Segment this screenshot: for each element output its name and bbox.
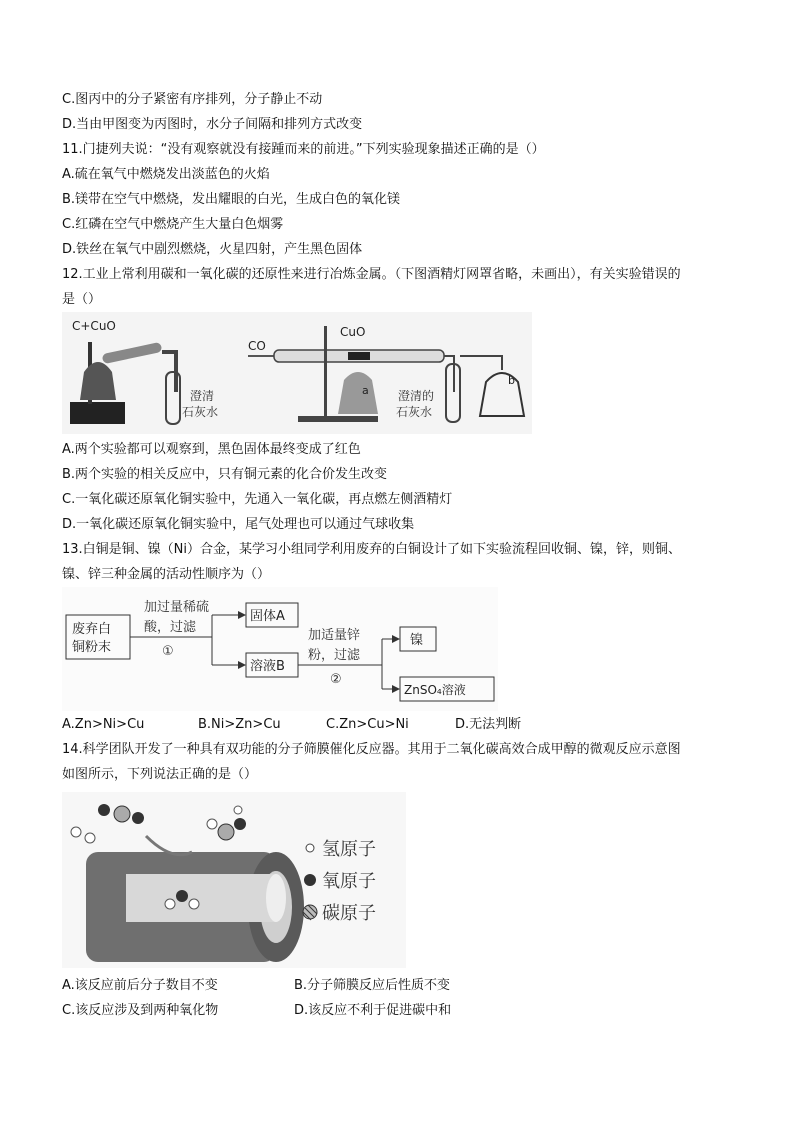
q13-option-a: A.Zn>Ni>Cu [62,717,145,732]
legend-h-marker [306,844,314,852]
q12-co-label: CO [248,339,266,353]
limewater2-l2: 石灰水 [396,405,433,419]
legend-h: 氢原子 [322,839,376,860]
mol-h-4 [234,806,242,814]
q14-stem-line2: 如图所示，下列说法正确的是（） [62,767,258,782]
q12-option-c: C.一氧化碳还原氧化铜实验中，先通入一氧化碳，再点燃左侧酒精灯 [62,492,453,507]
limewater2-l1: 澄清的 [398,389,435,403]
mol-h-3 [207,819,217,829]
q13-option-d: D.无法判断 [455,717,522,732]
q12-cuo-label: CuO [340,325,366,339]
legend-o: 氧原子 [322,871,376,892]
q11-option-a: A.硫在氧气中燃烧发出淡蓝色的火焰 [62,167,270,182]
flow-step2-num: ② [330,672,342,687]
q10-option-d: D.当由甲图变为丙图时，水分子间隔和排列方式改变 [62,117,363,132]
stand-base [70,402,125,424]
mol-c-1 [114,806,130,822]
flow-start-l2: 铜粉末 [72,640,112,655]
mol-h-5 [165,899,175,909]
q12-b-label: b [508,374,515,387]
mol-h-1 [71,827,81,837]
q14-option-c: C.该反应涉及到两种氧化物 [62,1003,219,1018]
q12-option-d: D.一氧化碳还原氧化铜实验中，尾气处理也可以通过气球收集 [62,517,415,532]
mol-o-1 [98,804,110,816]
q11-stem: 11.门捷列夫说：“没有观察就没有接踵而来的前进。”下列实验现象描述正确的是（） [62,142,545,157]
flow-step1-num: ① [162,644,174,659]
membrane-end [266,874,286,922]
mol-o-2 [132,812,144,824]
q10-option-c: C.图丙中的分子紧密有序排列，分子静止不动 [62,92,323,107]
q14-option-b: B.分子筛膜反应后性质不变 [294,978,451,993]
q11-option-b: B.镁带在空气中燃烧，发出耀眼的白光，生成白色的氧化镁 [62,192,401,207]
q14-stem-line1: 14.科学团队开发了一种具有双功能的分子筛膜催化反应器。其用于二氧化碳高效合成甲醇的微观反应示意图 [62,742,681,757]
q12-stem-line1: 12.工业上常利用碳和一氧化碳的还原性来进行冶炼金属。（下图酒精灯网罩省略，未画出），有关实验错误的 [62,267,681,282]
q11-option-c: C.红磷在空气中燃烧产生大量白色烟雾 [62,217,284,232]
q13-flow-chart [62,587,498,711]
flow-solid-a: 固体A [250,609,285,624]
q12-a-label: a [362,384,369,397]
mol-o-3 [234,818,246,830]
q13-stem-line1: 13.白铜是铜、镍（Ni）合金，某学习小组同学利用废弃的白铜设计了如下实验流程回收铜、镍，锌，则铜、 [62,542,682,557]
limewater1-l2: 石灰水 [182,405,219,419]
flow-step2-l2: 粉，过滤 [308,648,361,663]
mol-h-6 [189,899,199,909]
q12-option-a: A.两个实验都可以观察到，黑色固体最终变成了红色 [62,442,361,457]
flow-znso4: ZnSO₄溶液 [404,683,466,697]
mol-h-2 [85,833,95,843]
q12-stem-line2: 是（） [62,292,102,307]
flow-step1-l2: 酸，过滤 [144,620,197,635]
q14-option-a: A.该反应前后分子数目不变 [62,978,218,993]
q12-option-b: B.两个实验的相关反应中，只有铜元素的化合价发生改变 [62,467,388,482]
cuo-sample [348,352,370,360]
q14-reactor-figure [62,792,406,968]
mol-c-2 [218,824,234,840]
flow-start-l1: 废弃白 [72,622,112,637]
legend-o-marker [304,874,316,886]
q13-option-b: B.Ni>Zn>Cu [198,717,281,732]
stand-base-2 [298,416,378,422]
q11-option-d: D.铁丝在氧气中剧烈燃烧，火星四射，产生黑色固体 [62,242,363,257]
q14-option-d: D.该反应不利于促进碳中和 [294,1003,452,1018]
q12-left-label: C+CuO [72,319,116,333]
stand-rod-2 [324,326,327,420]
legend-c: 碳原子 [322,903,376,924]
q13-stem-line2: 镍、锌三种金属的活动性顺序为（） [62,567,271,582]
q12-apparatus-figure [62,312,532,434]
flow-nickel: 镍 [410,633,424,648]
membrane-tube [126,874,276,922]
q13-option-c: C.Zn>Cu>Ni [326,717,409,732]
mol-o-4 [176,890,188,902]
flow-solution-b: 溶液B [250,659,285,674]
limewater1-l1: 澄清 [190,389,215,403]
flow-step2-l1: 加适量锌 [308,628,361,643]
flow-step1-l1: 加过量稀硫 [144,600,210,615]
